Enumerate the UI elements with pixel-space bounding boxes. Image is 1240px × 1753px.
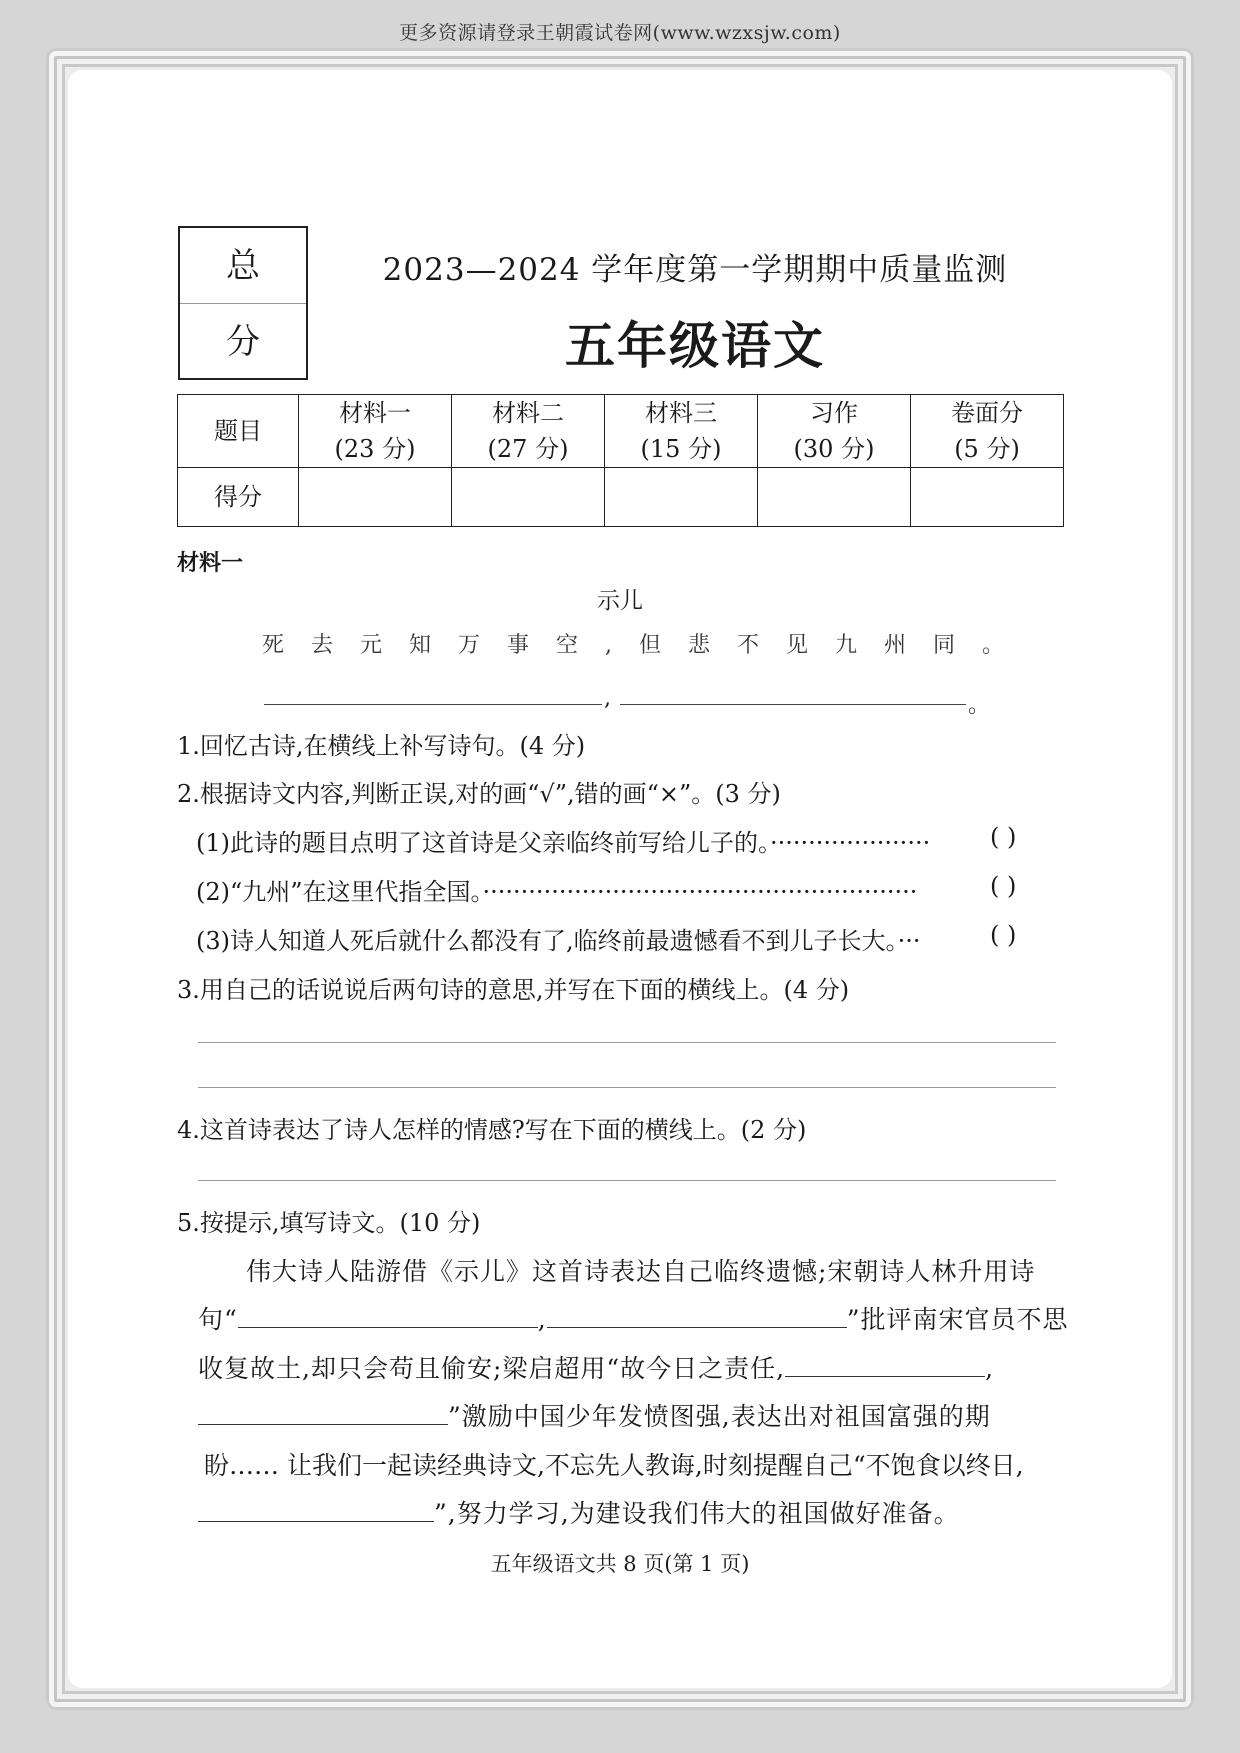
q5-paragraph-line-3: 收复故土,却只会苟且偷安;梁启超用“故今日之责任, , (198, 1354, 995, 1383)
question-4: 4.这首诗表达了诗人怎样的情感?写在下面的横线上。(2 分) (177, 1116, 807, 1144)
question-2: 2.根据诗文内容,判断正误,对的画“√”,错的画“×”。(3 分) (177, 780, 781, 808)
score-cell[interactable] (452, 468, 605, 527)
answer-line[interactable] (198, 1087, 1056, 1088)
answer-line[interactable] (198, 1042, 1056, 1043)
column-header: 卷面分 (5 分) (911, 395, 1064, 468)
total-score-label: 总 分 (180, 228, 306, 304)
answer-parenthesis[interactable]: ( ) (990, 823, 1017, 851)
poem-blank-period: 。 (968, 693, 991, 718)
question-5: 5.按提示,填写诗文。(10 分) (177, 1209, 481, 1237)
material-one-label: 材料一 (177, 551, 244, 576)
score-cell[interactable] (299, 468, 452, 527)
poem-blank-1[interactable] (264, 704, 602, 705)
exam-title: 2023—2024 学年度第一学期期中质量监测 (382, 252, 1008, 288)
column-header: 材料一 (23 分) (299, 395, 452, 468)
score-cell[interactable] (605, 468, 758, 527)
fill-blank[interactable] (785, 1354, 985, 1377)
column-header: 习作 (30 分) (758, 395, 911, 468)
score-cell[interactable] (911, 468, 1064, 527)
total-score-box (178, 226, 308, 380)
question-2-item-3: (3)诗人知道人死后就什么都没有了,临终前最遗憾看不到儿子长大。··· (196, 927, 921, 955)
score-table (177, 394, 1064, 527)
topic-label-cell: 题目 (178, 395, 299, 468)
question-3: 3.用自己的话说说后两句诗的意思,并写在下面的横线上。(4 分) (177, 976, 850, 1004)
poem-blank-comma: , (604, 686, 611, 711)
poem-title: 示儿 (597, 588, 643, 614)
fill-blank[interactable] (198, 1499, 434, 1522)
q5-paragraph-line-4: ”激励中国少年发愤图强,表达出对祖国富强的期 (198, 1397, 991, 1433)
answer-parenthesis[interactable]: ( ) (990, 872, 1017, 900)
poem-blank-2[interactable] (620, 704, 966, 705)
poem-line: 死去元知万事空,但悲不见九州同。 (262, 633, 1031, 658)
question-2-item-2: (2)“九州”在这里代指全国。························································· (196, 878, 918, 906)
answer-parenthesis[interactable]: ( ) (990, 921, 1017, 949)
fill-blank[interactable] (547, 1305, 847, 1328)
score-cell[interactable] (758, 468, 911, 527)
question-1: 1.回忆古诗,在横线上补写诗句。(4 分) (177, 732, 586, 760)
question-2-item-1: (1)此诗的题目点明了这首诗是父亲临终前写给儿子的。····················· (196, 829, 931, 857)
column-header: 材料二 (27 分) (452, 395, 605, 468)
q5-paragraph-line-5: 盼…… 让我们一起读经典诗文,不忘先人教诲,时刻提醒自己“不饱食以终日, (204, 1451, 1024, 1480)
q5-paragraph-line-2: 句“ , ”批评南宋官员不思 (198, 1305, 1069, 1334)
answer-line[interactable] (198, 1180, 1056, 1181)
column-header: 材料三 (15 分) (605, 395, 758, 468)
page-footer: 五年级语文共 8 页(第 1 页) (490, 1552, 750, 1576)
source-banner: 更多资源请登录王朝霞试卷网(www.wzxsjw.com) (399, 22, 841, 44)
q5-paragraph-line-1: 伟大诗人陆游借《示儿》这首诗表达自己临终遗憾;宋朝诗人林升用诗 (246, 1257, 1036, 1286)
q5-paragraph-line-6: ”,努力学习,为建设我们伟大的祖国做好准备。 (198, 1494, 960, 1530)
subject-title: 五年级语文 (565, 316, 825, 375)
fill-blank[interactable] (198, 1402, 448, 1425)
score-table-score-row (178, 468, 1064, 527)
score-label-cell: 得分 (178, 468, 299, 527)
score-table-header-row (178, 395, 1064, 468)
fill-blank[interactable] (238, 1305, 538, 1328)
